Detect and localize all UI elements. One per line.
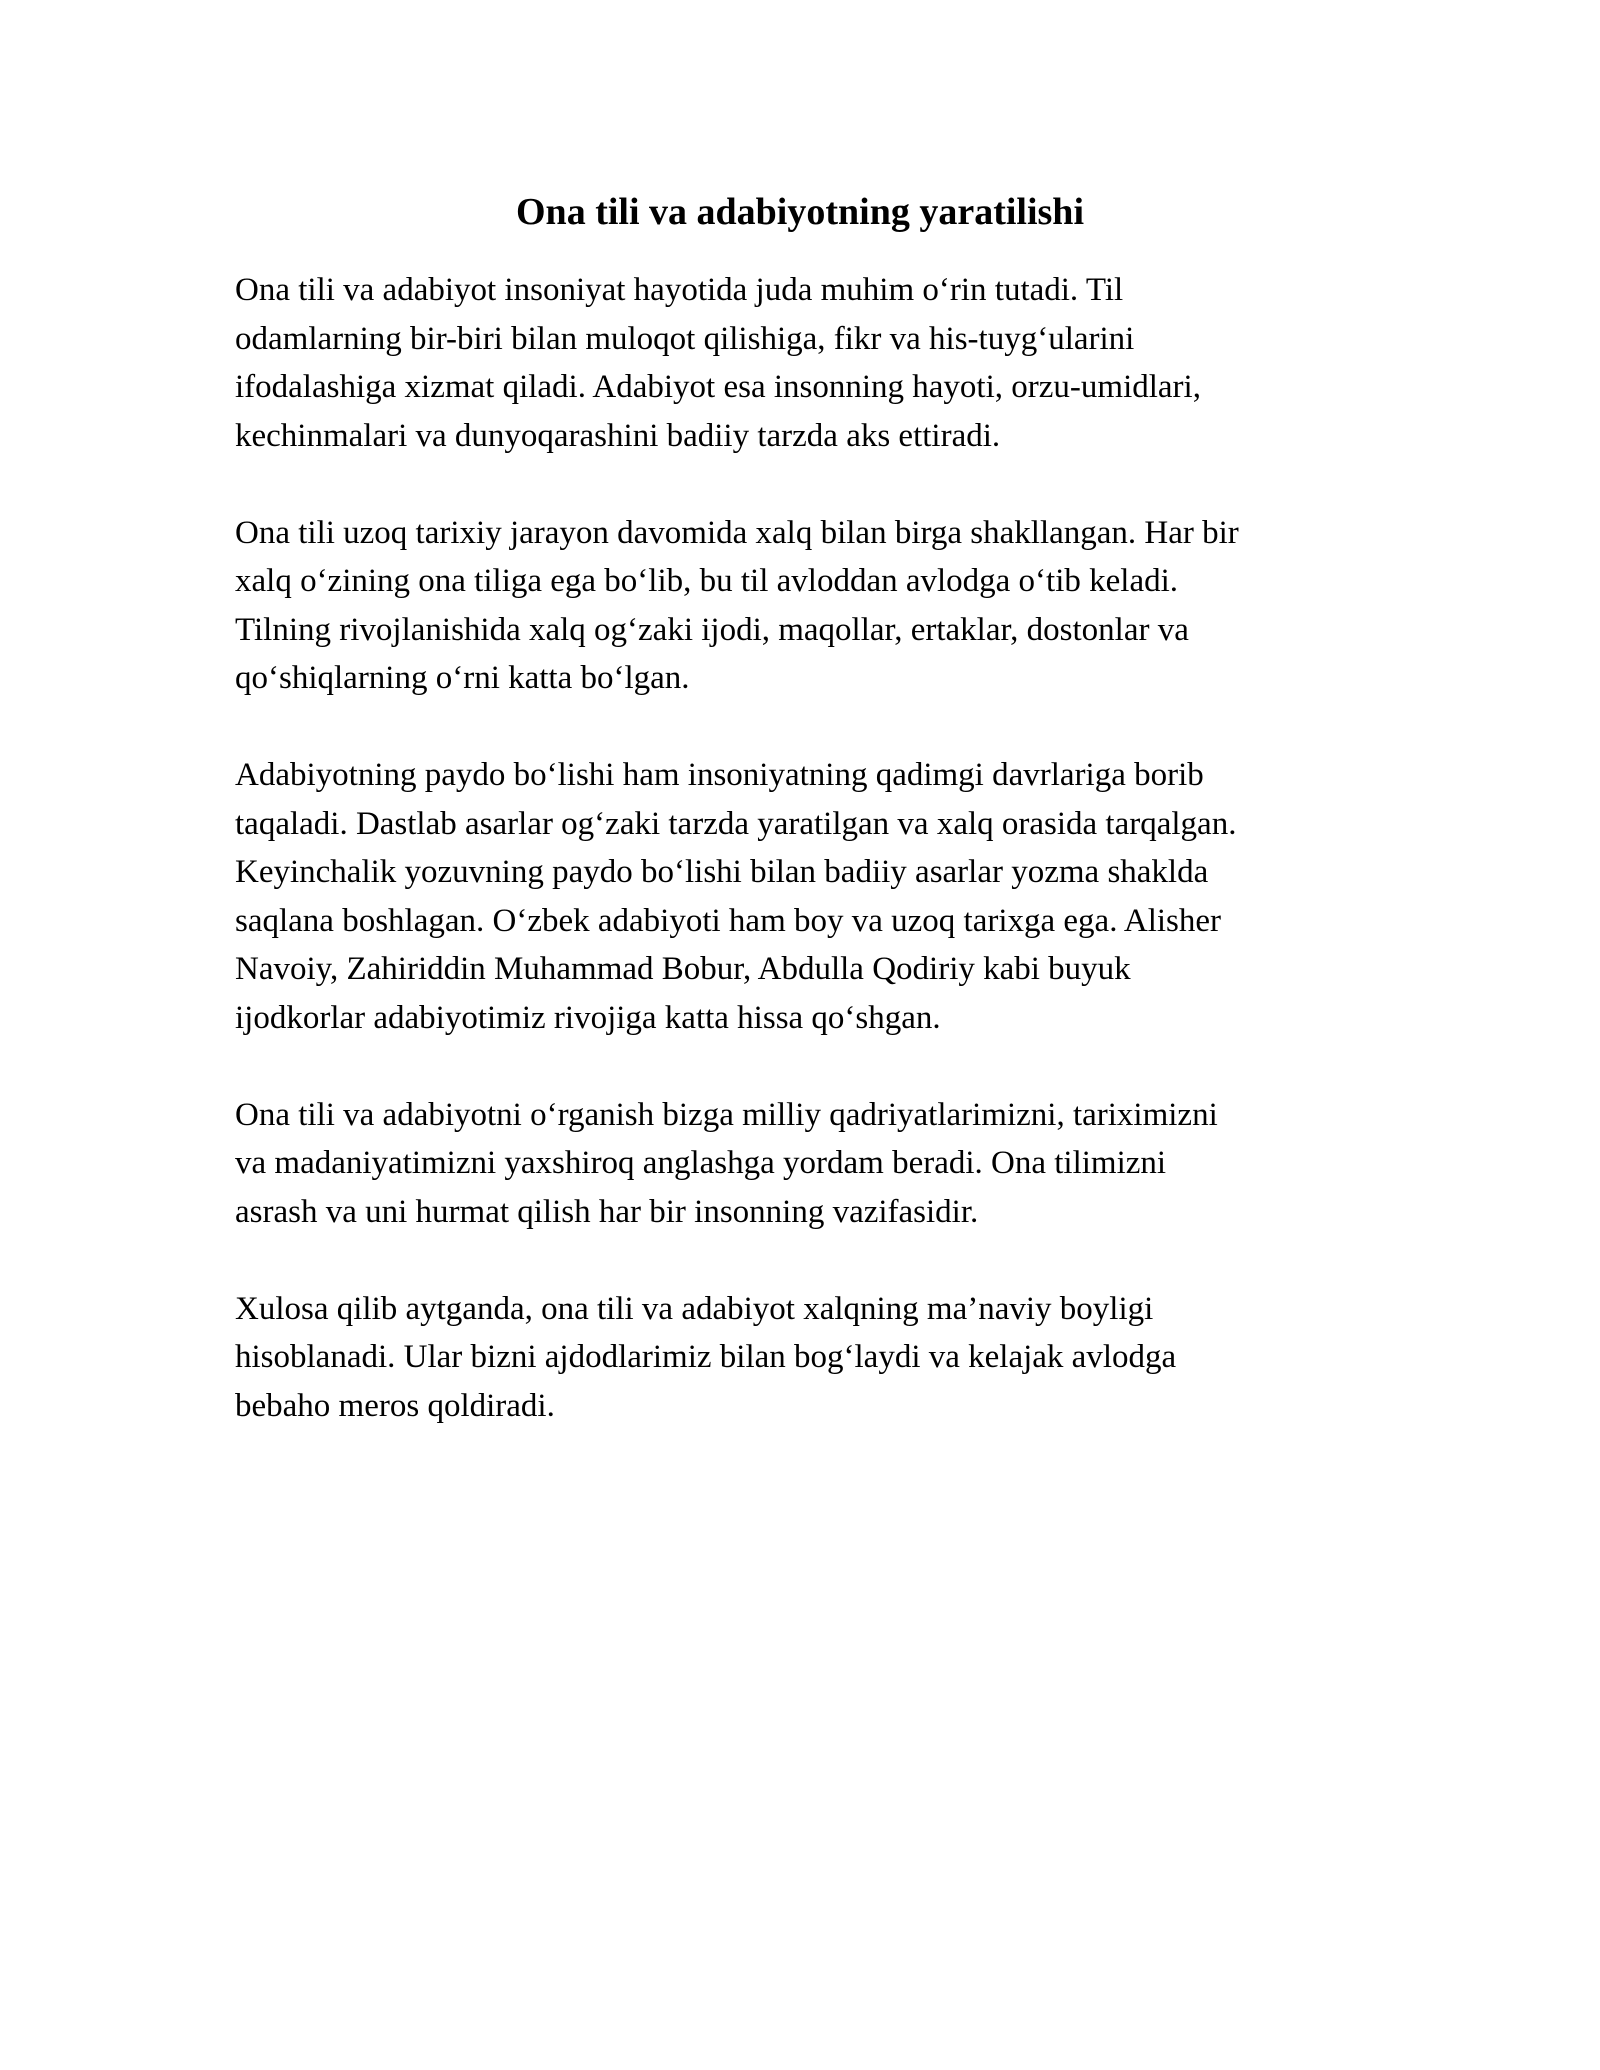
text-line: Xulosa qilib aytganda, ona tili va adabiyot xalqning ma’naviy boyligi [235,1290,1154,1327]
paragraph-3 [235,751,1365,1042]
text-line: Tilning rivojlanishida xalq og‘zaki ijodi, maqollar, ertaklar, dostonlar va [235,611,1189,648]
paragraph-2 [235,509,1365,703]
text-line: saqlana boshlagan. O‘zbek adabiyoti ham boy va uzoq tarixga ega. Alisher [235,902,1222,939]
text-line: va madaniyatimizni yaxshiroq anglashga yordam beradi. Ona tilimizni [235,1145,1167,1181]
text-line: kechinmalari va dunyoqarashini badiiy tarzda aks ettiradi. [235,417,1001,454]
text-line: Adabiyotning paydo bo‘lishi ham insoniyatning qadimgi davrlariga borib [235,757,1204,793]
text-line: asrash va uni hurmat qilish har bir insonning vazifasidir. [235,1193,979,1230]
text-line: ijodkorlar adabiyotimiz rivojiga katta hissa qo‘shgan. [235,999,941,1036]
text-line: bebaho meros qoldiradi. [235,1387,555,1424]
text-line: taqaladi. Dastlab asarlar og‘zaki tarzda yaratilgan va xalq orasida tarqalgan. [235,805,1237,842]
text-line: Ona tili va adabiyotni o‘rganish bizga milliy qadriyatlarimizni, tariximizni [235,1096,1218,1133]
text-line: hisoblanadi. Ular bizni ajdodlarimiz bilan bog‘laydi va kelajak avlodga [235,1339,1177,1375]
paragraph-1 [235,266,1365,460]
document-title: Ona tili va adabiyotning yaratilishi [516,191,1084,233]
text-line: Keyinchalik yozuvning paydo bo‘lishi bilan badiiy asarlar yozma shaklda [235,854,1209,890]
paragraph-5 [235,1285,1365,1431]
text-line: Navoiy, Zahiriddin Muhammad Bobur, Abdulla Qodiriy kabi buyuk [235,951,1131,987]
text-line: ifodalashiga xizmat qiladi. Adabiyot esa insonning hayoti, orzu-umidlari, [235,369,1201,405]
text-line: xalq o‘zining ona tiliga ega bo‘lib, bu til avloddan avlodga o‘tib keladi. [235,563,1179,599]
text-line: odamlarning bir-biri bilan muloqot qilishiga, fikr va his-tuyg‘ularini [235,320,1135,357]
document-body [235,266,1365,1479]
text-line: Ona tili va adabiyot insoniyat hayotida juda muhim o‘rin tutadi. Til [235,272,1124,308]
text-line: qo‘shiqlarning o‘rni katta bo‘lgan. [235,660,690,696]
text-line: Ona tili uzoq tarixiy jarayon davomida xalq bilan birga shakllangan. Har bir [235,514,1239,551]
paragraph-4 [235,1091,1365,1237]
